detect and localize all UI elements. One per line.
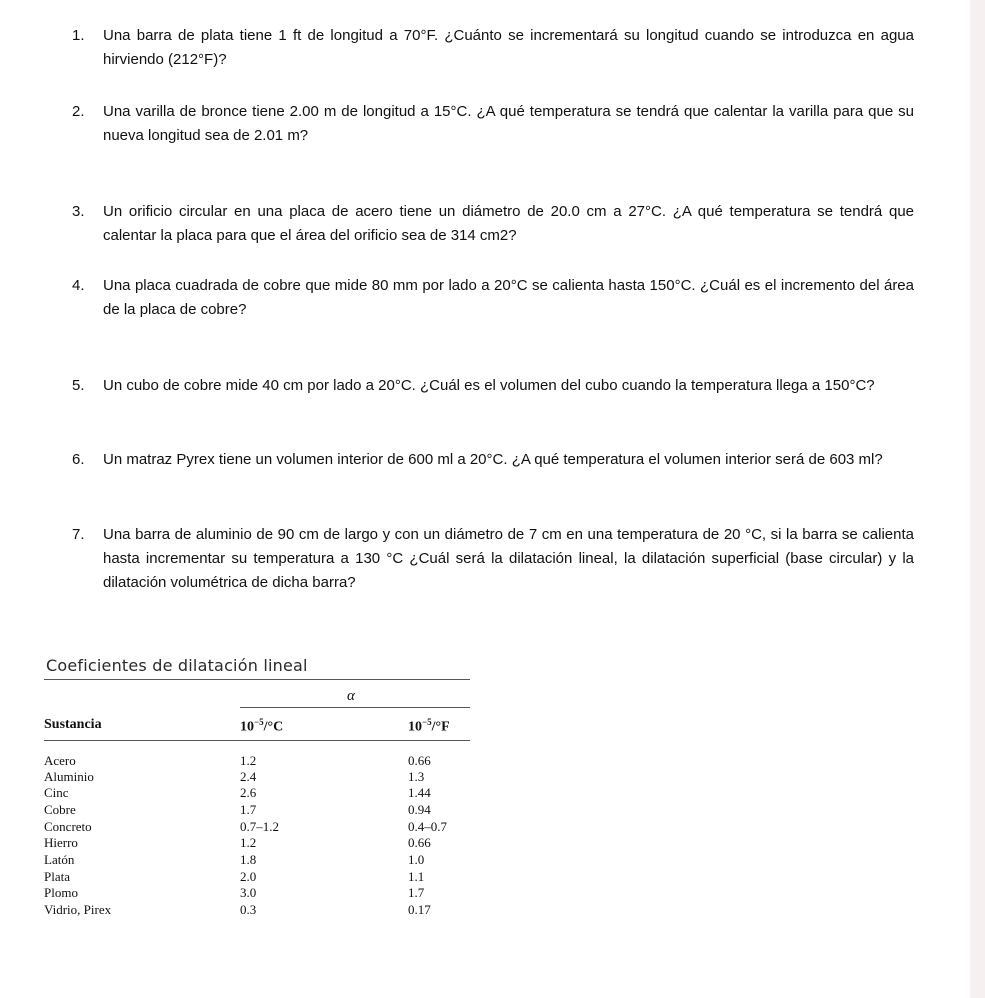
- cell-celsius: 1.7: [240, 802, 257, 817]
- cell-celsius: 1.2: [240, 753, 257, 768]
- header-bottom-rule: [44, 740, 470, 741]
- problem-number: 7.: [72, 526, 85, 543]
- table-row: [44, 785, 474, 802]
- cell-fahrenheit: 1.44: [408, 785, 431, 800]
- cell-substance: Vidrio, Pirex: [44, 902, 112, 917]
- cell-substance: Hierro: [44, 835, 78, 850]
- header-celsius: $10^{-5}/^\circ C$: [240, 717, 284, 735]
- problem-number: 4.: [72, 277, 85, 294]
- cell-celsius: 2.0: [240, 869, 257, 884]
- table-row: [44, 902, 474, 919]
- problem-item: [72, 200, 914, 248]
- cell-celsius: 1.8: [240, 852, 257, 867]
- problem-item: [72, 523, 914, 595]
- cell-fahrenheit: 1.7: [408, 885, 425, 900]
- problem-number: 5.: [72, 377, 85, 394]
- table-row: [44, 852, 474, 869]
- problem-text: Una varilla de bronce tiene 2.00 m de longitud a 15°C. ¿A qué temperatura se tendrá que calentar la varilla para que su nueva longitud sea de 2.01 m?: [103, 103, 914, 144]
- table-row: [44, 819, 474, 836]
- cell-substance: Plomo: [44, 885, 78, 900]
- problem-number: 6.: [72, 451, 85, 468]
- cell-substance: Latón: [44, 852, 75, 867]
- problem-text: Un matraz Pyrex tiene un volumen interior de 600 ml a 20°C. ¿A qué temperatura el volumen interior será de 603 ml?: [103, 451, 883, 468]
- cell-substance: Cobre: [44, 802, 76, 817]
- cell-celsius: 0.7–1.2: [240, 819, 279, 834]
- table-title: Coeficientes de dilatación lineal: [46, 656, 308, 675]
- cell-celsius: 2.6: [240, 785, 257, 800]
- cell-substance: Aluminio: [44, 769, 94, 784]
- problem-text: Un cubo de cobre mide 40 cm por lado a 20°C. ¿Cuál es el volumen del cubo cuando la temperatura llega a 150°C?: [103, 377, 875, 394]
- cell-fahrenheit: 0.66: [408, 835, 431, 850]
- header-substance: Sustancia: [44, 717, 102, 732]
- header-fahrenheit: $10^{-5}/^\circ F$: [408, 717, 450, 735]
- problem-number: 2.: [72, 103, 85, 120]
- table-row: [44, 753, 474, 770]
- problem-text: Una placa cuadrada de cobre que mide 80 mm por lado a 20°C se calienta hasta 150°C. ¿Cuál es el incremento del área de la placa de cobre?: [103, 277, 914, 318]
- cell-fahrenheit: 0.4–0.7: [408, 819, 447, 834]
- cell-fahrenheit: 1.1: [408, 869, 425, 884]
- problem-item: [72, 274, 914, 322]
- cell-substance: Concreto: [44, 819, 92, 834]
- problem-text: Una barra de plata tiene 1 ft de longitud a 70°F. ¿Cuánto se incrementará su longitud cuando se introduzca en agua hirviendo (212°F)?: [103, 27, 914, 68]
- table-row: [44, 835, 474, 852]
- cell-substance: Acero: [44, 753, 76, 768]
- problem-text: Una barra de aluminio de 90 cm de largo y con un diámetro de 7 cm en una temperatura de 20 °C, si la barra se calienta hasta incrementar su temperatura a 130 °C ¿Cuál será la dilatación lineal, la dilatación superficial (base circular) y la dilatación volumétrica de dicha barra?: [103, 526, 914, 591]
- table-row: [44, 869, 474, 886]
- coefficients-table: [44, 655, 474, 917]
- cell-celsius: 0.3: [240, 902, 257, 917]
- alpha-symbol: α: [347, 688, 355, 704]
- table-top-rule: [44, 679, 470, 680]
- cell-substance: Plata: [44, 869, 70, 884]
- problem-item: [72, 100, 914, 148]
- cell-fahrenheit: 0.17: [408, 902, 431, 917]
- problem-item: [72, 374, 914, 398]
- cell-substance: Cinc: [44, 785, 69, 800]
- cell-fahrenheit: 0.94: [408, 802, 431, 817]
- problem-number: 1.: [72, 27, 85, 44]
- cell-fahrenheit: 0.66: [408, 753, 431, 768]
- table-row: [44, 802, 474, 819]
- cell-fahrenheit: 1.0: [408, 852, 425, 867]
- problem-item: [72, 24, 914, 72]
- cell-celsius: 3.0: [240, 885, 257, 900]
- cell-celsius: 1.2: [240, 835, 257, 850]
- cell-fahrenheit: 1.3: [408, 769, 425, 784]
- problem-text: Un orificio circular en una placa de acero tiene un diámetro de 20.0 cm a 27°C. ¿A qué temperatura se tendrá que calentar la placa para que el área del orificio sea de 314 cm2?: [103, 203, 914, 244]
- problem-number: 3.: [72, 203, 85, 220]
- cell-celsius: 2.4: [240, 769, 257, 784]
- table-row: [44, 885, 474, 902]
- page-edge-strip: [970, 0, 985, 998]
- table-row: [44, 769, 474, 786]
- problem-item: [72, 448, 914, 472]
- alpha-rule: [240, 707, 470, 708]
